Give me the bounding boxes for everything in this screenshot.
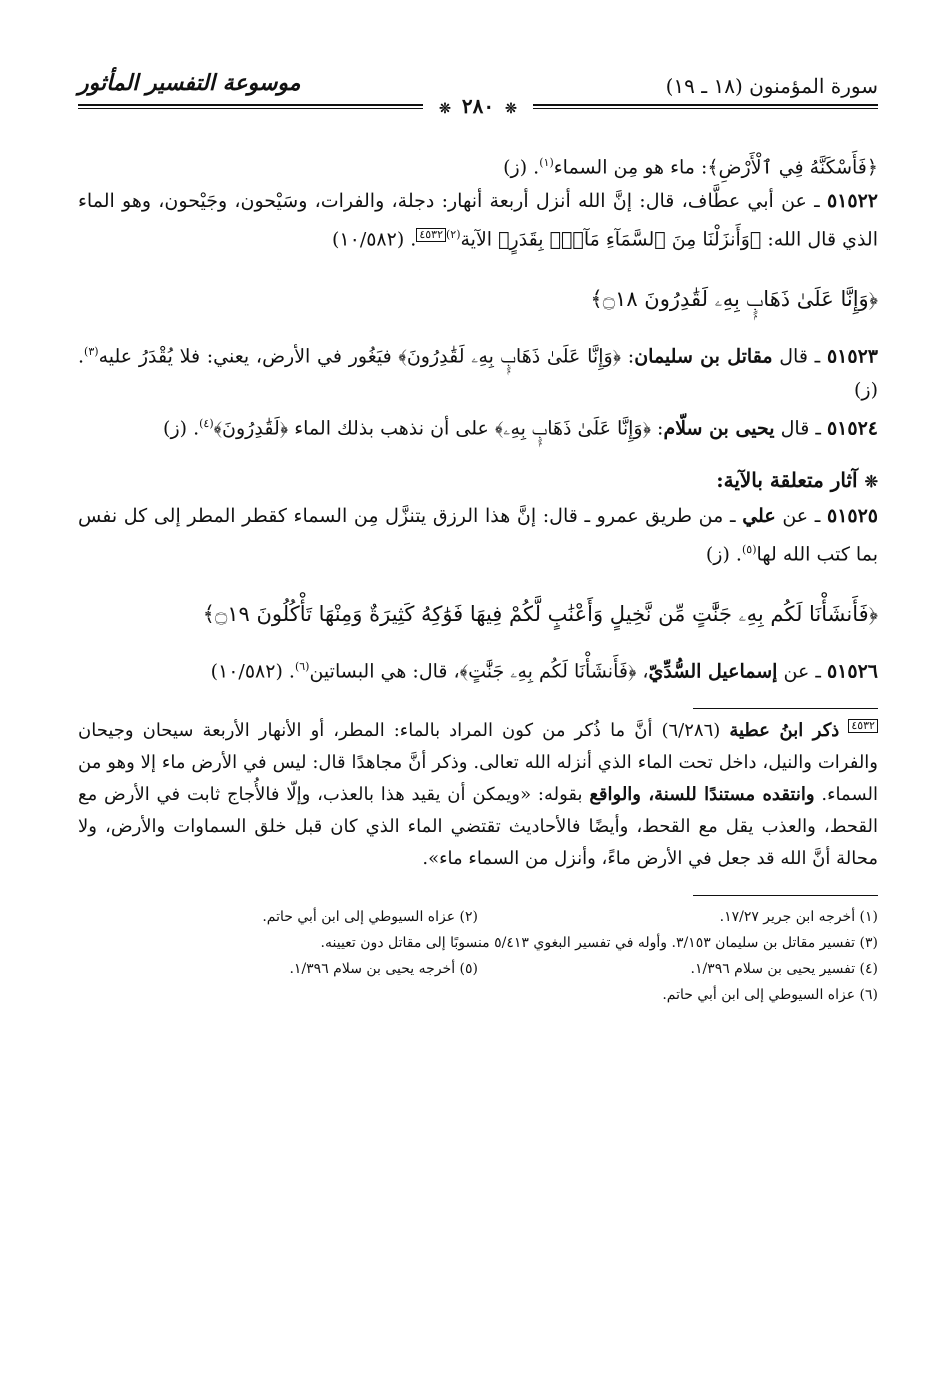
ornament-icon: ❊	[439, 101, 451, 117]
narrator-name: إسماعيل السُّدِّيّ	[648, 659, 778, 682]
page	[78, 60, 879, 1003]
section-heading: ❊ آثار متعلقة بالآية:	[716, 468, 878, 493]
continuation-line: ﴿فَأَسْكَنَّهُ فِي ٱلْأَرْضِ﴾: ماء هو مِن السماء$^{(١)}$. (ز)	[503, 156, 878, 179]
verse-18: ﴿وَإِنَّا عَلَىٰ ذَهَابٍۭ بِهِۦ لَقَٰدِرُونَ ۝١٨﴾	[590, 286, 878, 311]
entry-51525: ٥١٥٢٥ ـ عن علي ـ من طريق عمرو ـ قال: إنَّ هذا الرزق يتنزَّل مِن السماء كقطر المطر إلى كل نفس بما كتب الله لها$^{(٥)}$. (ز)	[78, 505, 879, 566]
narrator-name: علي	[742, 505, 776, 528]
entry-number: ٥١٥٢٣	[826, 344, 878, 367]
footnote-1: (١) أخرجه ابن جرير ١٧/٢٧.	[719, 908, 878, 925]
page-number: ٢٨٠	[461, 94, 495, 118]
book-title: موسوعة التفسير المأثور	[78, 70, 301, 96]
entry-51523: ٥١٥٢٣ ـ قال مقاتل بن سليمان: ﴿وَإِنَّا عَلَىٰ ذَهَابٍۭ بِهِۦ لَقَٰدِرُونَ﴾ فيَغُور في الأرض، يعني: فلا يُقْدَرُ عليه$^{(٣)}$. (ز)	[78, 344, 878, 401]
note-box-number: ٤٥٣٢	[848, 719, 878, 733]
entry-51522: ٥١٥٢٢ ـ عن أبي عطَّاف، قال: إنَّ الله أنزل أربعة أنهار: دجلة، والفرات، وسَيْحون، وجَيْحون، وهو الماء الذي قال الله: ﴿وَأَنزَلْنَا مِنَ ٱلسَّمَآءِ مَآءًۢ بِقَدَرٍ﴾ الآية$^{(٢)}$٤٥٣٢. (١٠/٥٨٢)	[78, 190, 878, 251]
narrator-name: مقاتل بن سليمان	[634, 344, 773, 367]
page-body	[78, 146, 878, 1008]
footnote-6: (٦) عزاه السيوطي إلى ابن أبي حاتم.	[662, 986, 878, 1003]
verse-19: ﴿فَأَنشَأْنَا لَكُم بِهِۦ جَنَّٰتٍ مِّن نَّخِيلٍ وَأَعْنَٰبٍ لَّكُمْ فِيهَا فَوَٰكِهُ كَثِيرَةٌ وَمِنْهَا تَأْكُلُونَ ۝١٩﴾	[202, 601, 878, 626]
footnote-2: (٢) عزاه السيوطي إلى ابن أبي حاتم.	[262, 908, 478, 925]
footnote-ref[interactable]: (٦)	[294, 659, 310, 673]
entry-51524: ٥١٥٢٤ ـ قال يحيى بن سلّام: ﴿وَإِنَّا عَلَىٰ ذَهَابٍۭ بِهِۦ﴾ على أن نذهب بذلك الماء ﴿لَقَٰدِرُونَ﴾$^{(٤)}$. (ز)	[163, 416, 878, 440]
footnote-ref[interactable]: (٥)	[741, 543, 757, 557]
note-box-ref[interactable]: ٤٥٣٢	[416, 228, 446, 242]
ornament-icon: ❊	[505, 101, 517, 117]
entry-number: ٥١٥٢٤	[826, 417, 878, 440]
page-number-box	[423, 94, 533, 118]
note-author: ذكر ابنُ عطية	[729, 719, 840, 741]
footnote-ref[interactable]: (٢)	[445, 228, 461, 242]
entry-51526: ٥١٥٢٦ ـ عن إسماعيل السُّدِّيّ، ﴿فَأَنشَأْنَا لَكُم بِهِۦ جَنَّٰتٍ﴾، قال: هي البساتين$^{(٦)}$. (١٠/٥٨٢)	[210, 659, 878, 682]
page-header	[78, 60, 878, 118]
star-icon: ❊	[864, 472, 878, 492]
narrator-name: يحيى بن سلّام	[663, 417, 775, 440]
entry-number: ٥١٥٢٢	[826, 190, 878, 213]
commentary-note: ٤٥٣٢ ذكر ابنُ عطية (٦/٢٨٦) أنَّ ما ذُكر من كون المراد بالماء: المطر، أو الأنهار الأربعة سيحان وجيحان والفرات والنيل، داخل تحت الماء الذي أنزله الله تعالى. وذكر أنَّ مجاهدًا قال: ليس في الأرض ماء إلا وهو من السماء. وانتقده مستندًا للسنة، والواقع بقوله: «ويمكن أن يقيد هذا بالعذب، وإلّا فالأُجاج ثابت في الأرض مع القحط، والعذب يقل مع القحط، وأيضًا فالأحاديث تقتضي الماء الذي كان قبل خلق السماوات والأرض، ولا محالة أنَّ الله قد جعل في الأرض ماءً، وأنزل من السماء ماء».	[78, 718, 879, 869]
footnotes	[78, 904, 878, 1008]
footnote-4: (٤) تفسير يحيى بن سلام ١/٣٩٦.	[690, 960, 878, 977]
footnote-3: (٣) تفسير مقاتل بن سليمان ٣/١٥٣. وأوله في تفسير البغوي ٥/٤١٣ منسوبًا إلى مقاتل دون تعيينه.	[320, 934, 878, 951]
entry-number: ٥١٥٢٦	[826, 659, 878, 682]
footnote-ref[interactable]: (٣)	[84, 344, 99, 358]
entry-number: ٥١٥٢٥	[826, 505, 879, 528]
footnote-ref[interactable]: (٤)	[199, 416, 214, 430]
footnote-ref[interactable]: (١)	[539, 156, 554, 169]
footnote-5: (٥) أخرجه يحيى بن سلام ١/٣٩٦.	[289, 960, 478, 977]
sura-title: سورة المؤمنون (١٨ ـ ١٩)	[665, 74, 878, 98]
